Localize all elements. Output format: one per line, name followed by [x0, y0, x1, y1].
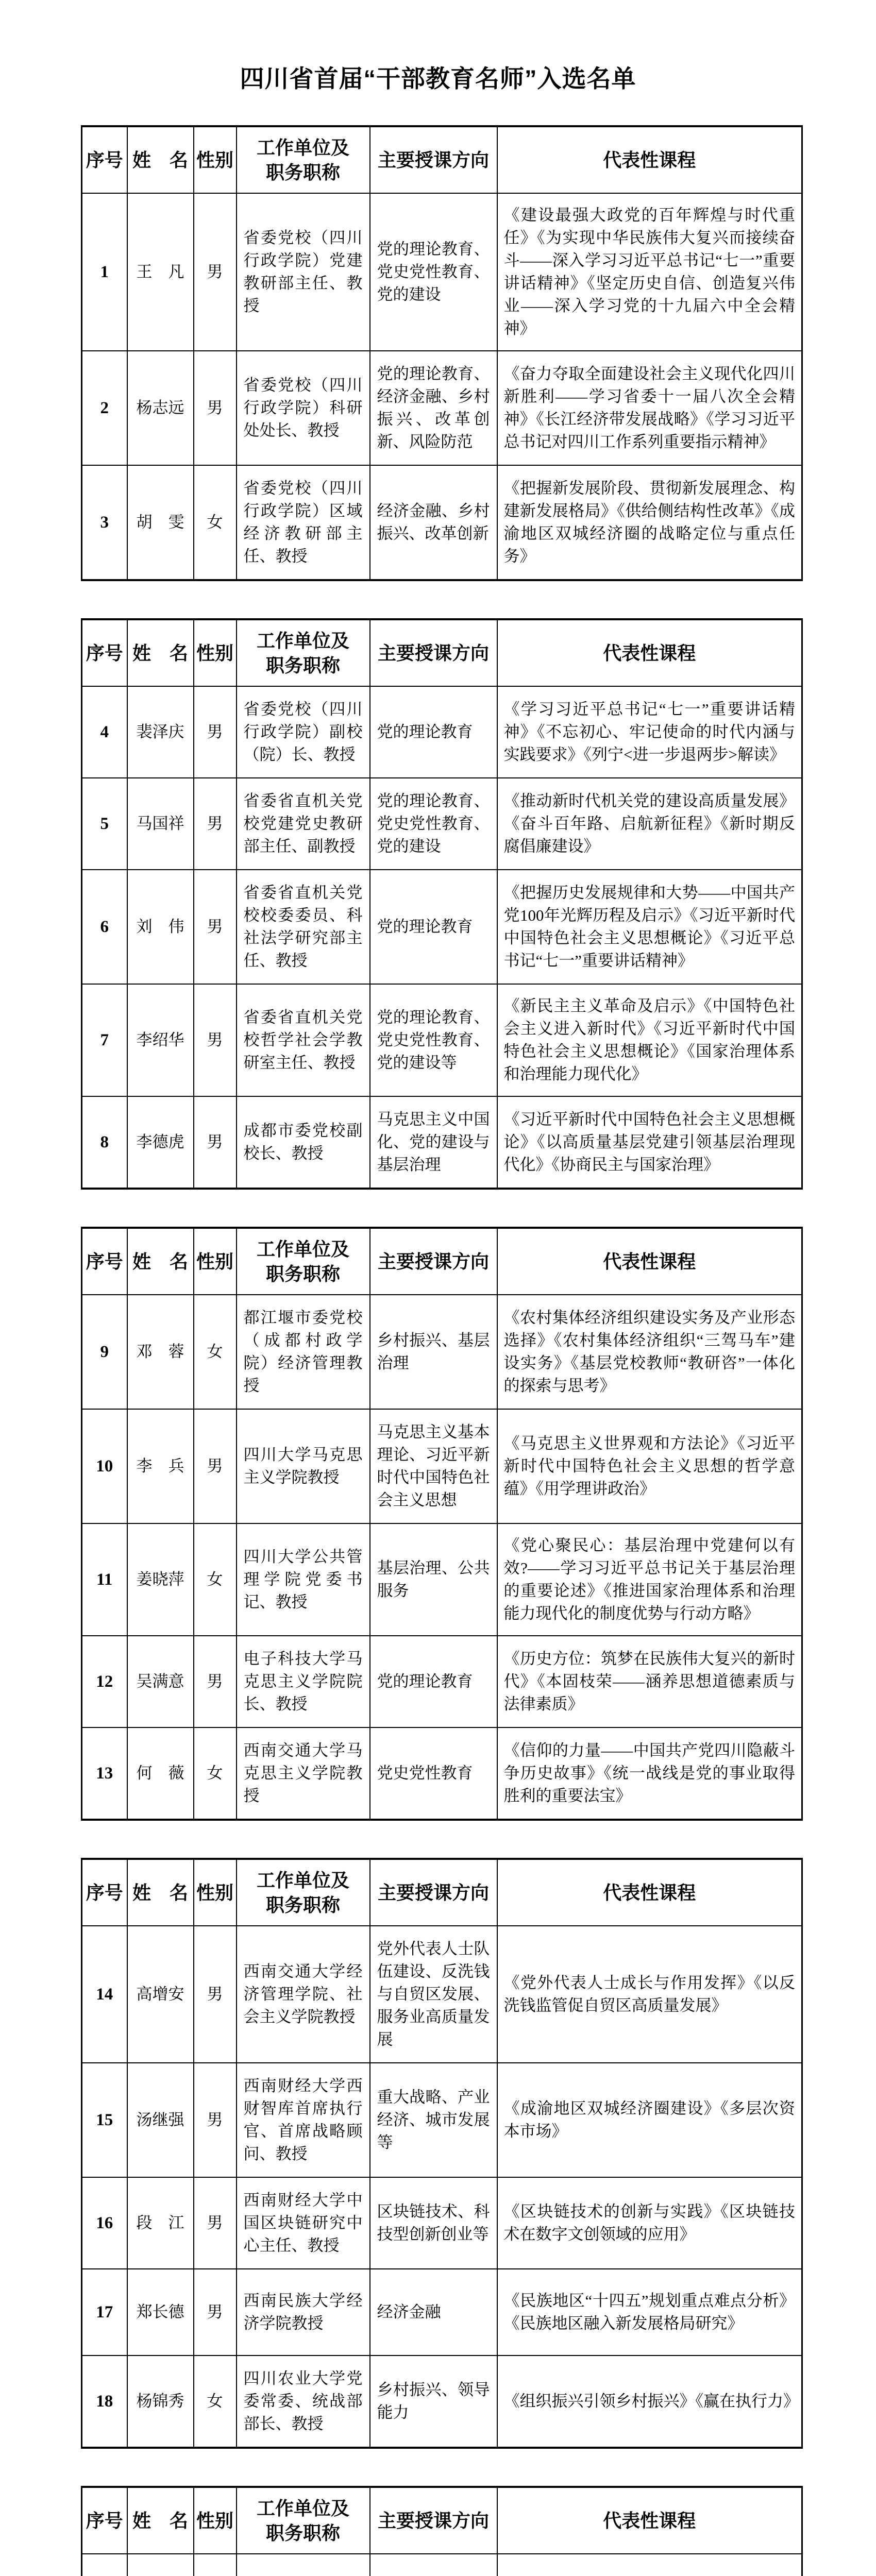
cell-direction: 经济金融 — [370, 2269, 497, 2355]
col-header-name: 姓 名 — [127, 1859, 194, 1926]
col-header-unit-line2: 职务职称 — [265, 2522, 340, 2544]
cell-no: 15 — [82, 2063, 127, 2177]
cell-direction: 党史党性教育 — [370, 1727, 497, 1820]
col-header-unit-line2: 职务职称 — [265, 1894, 340, 1916]
cell-unit: 省委省直机关党校校委委员、科社法学研究部主任、教授 — [237, 870, 370, 984]
cell-direction: 马克思主义中国化、党的建设与基层治理 — [370, 1096, 497, 1189]
teacher-row — [82, 1926, 802, 2063]
cell-courses: 《组织振兴引领乡村振兴》《赢在执行力》 — [497, 2355, 802, 2448]
cell-name: 李 兵 — [127, 1409, 194, 1523]
teacher-row — [82, 1523, 802, 1636]
cell-name: 高增安 — [127, 1926, 194, 2063]
col-header-unit — [237, 1859, 370, 1926]
roster-table — [81, 618, 803, 1190]
cell-gender: 男 — [194, 2269, 237, 2355]
header-row — [82, 1228, 802, 1295]
col-header-gender: 性别 — [194, 1228, 237, 1295]
cell-direction: 党的理论教育、党史党性教育、党的建设 — [370, 778, 497, 870]
cell-gender: 男 — [194, 351, 237, 465]
col-header-no: 序号 — [82, 1228, 127, 1295]
cell-courses: 《新民主主义革命及启示》《中国特色社会主义进入新时代》《习近平新时代中国特色社会主义思想概论》《国家治理体系和治理能力现代化》 — [497, 984, 802, 1096]
col-header-unit-line1: 工作单位及 — [256, 630, 349, 652]
cell-name: 王 凡 — [127, 193, 194, 351]
teacher-row — [82, 2063, 802, 2177]
col-header-direction: 主要授课方向 — [370, 1228, 497, 1295]
col-header-courses: 代表性课程 — [497, 619, 802, 686]
cell-unit: 四川大学公共管理学院党委书记、教授 — [237, 1523, 370, 1636]
cell-gender: 男 — [194, 778, 237, 870]
col-header-courses: 代表性课程 — [497, 1228, 802, 1295]
cell-name: 马国祥 — [127, 778, 194, 870]
roster-table — [81, 125, 803, 581]
cell-courses — [497, 2554, 802, 2576]
col-header-direction: 主要授课方向 — [370, 2487, 497, 2554]
cell-direction: 重大战略、产业经济、城市发展等 — [370, 2063, 497, 2177]
col-header-direction: 主要授课方向 — [370, 619, 497, 686]
cell-name: 段 江 — [127, 2177, 194, 2269]
col-header-unit-line1: 工作单位及 — [256, 1239, 349, 1260]
cell-no: 1 — [82, 193, 127, 351]
cell-courses: 《习近平新时代中国特色社会主义思想概论》《以高质量基层党建引领基层治理现代化》《协商民主与国家治理》 — [497, 1096, 802, 1189]
cell-unit: 西南交通大学马克思主义学院教授 — [237, 1727, 370, 1820]
cell-courses: 《区块链技术的创新与实践》《区块链技术在数字文创领域的应用》 — [497, 2177, 802, 2269]
cell-name — [127, 2554, 194, 2576]
cell-no: 3 — [82, 465, 127, 580]
cell-courses: 《推动新时代机关党的建设高质量发展》《奋斗百年路、启航新征程》《新时期反腐倡廉建设》 — [497, 778, 802, 870]
col-header-name: 姓 名 — [127, 2487, 194, 2554]
teacher-row — [82, 2269, 802, 2355]
cell-gender: 男 — [194, 2063, 237, 2177]
col-header-gender: 性别 — [194, 619, 237, 686]
col-header-courses: 代表性课程 — [497, 1859, 802, 1926]
cell-courses: 《马克思主义世界观和方法论》《习近平新时代中国特色社会主义思想的哲学意蕴》《用学理讲政治》 — [497, 1409, 802, 1523]
cell-direction: 乡村振兴、基层治理 — [370, 1295, 497, 1409]
tables-container — [0, 125, 876, 2576]
teacher-row — [82, 465, 802, 580]
col-header-gender: 性别 — [194, 126, 237, 193]
col-header-no: 序号 — [82, 1859, 127, 1926]
col-header-unit — [237, 126, 370, 193]
cell-gender: 男 — [194, 1409, 237, 1523]
col-header-unit — [237, 619, 370, 686]
cell-direction: 马克思主义基本理论、习近平新时代中国特色社会主义思想 — [370, 1409, 497, 1523]
teacher-row — [82, 1295, 802, 1409]
cell-unit: 四川大学马克思主义学院教授 — [237, 1409, 370, 1523]
teacher-row — [82, 2554, 802, 2576]
cell-courses: 《奋力夺取全面建设社会主义现代化四川新胜利——学习省委十一届八次全会精神》《长江经济带发展战略》《学习习近平总书记对四川工作系列重要指示精神》 — [497, 351, 802, 465]
cell-gender: 男 — [194, 2177, 237, 2269]
col-header-unit — [237, 2487, 370, 2554]
cell-name: 郑长德 — [127, 2269, 194, 2355]
cell-courses: 《党外代表人士成长与作用发挥》《以反洗钱监管促自贸区高质量发展》 — [497, 1926, 802, 2063]
cell-unit: 电子科技大学马克思主义学院院长、教授 — [237, 1636, 370, 1727]
cell-name: 胡 雯 — [127, 465, 194, 580]
cell-direction: 党外代表人士队伍建设、反洗钱与自贸区发展、服务业高质量发展 — [370, 1926, 497, 2063]
roster-table — [81, 2486, 803, 2576]
cell-unit: 西南交通大学经济管理学院、社会主义学院教授 — [237, 1926, 370, 2063]
header-row — [82, 1859, 802, 1926]
cell-direction: 区块链技术、科技型创新创业等 — [370, 2177, 497, 2269]
cell-gender: 女 — [194, 1727, 237, 1820]
col-header-direction: 主要授课方向 — [370, 1859, 497, 1926]
cell-name: 杨志远 — [127, 351, 194, 465]
cell-gender: 女 — [194, 2355, 237, 2448]
cell-unit: 西南财经大学西财智库首席执行官、首席战略顾问、教授 — [237, 2063, 370, 2177]
teacher-row — [82, 686, 802, 778]
cell-courses: 《把握历史发展规律和大势——中国共产党100年光辉历程及启示》《习近平新时代中国特色社会主义思想概论》《习近平总书记“七一”重要讲话精神》 — [497, 870, 802, 984]
cell-no — [82, 2554, 127, 2576]
cell-direction: 经济金融、乡村振兴、改革创新 — [370, 465, 497, 580]
cell-unit: 成都市委党校副校长、教授 — [237, 1096, 370, 1189]
col-header-name: 姓 名 — [127, 619, 194, 686]
teacher-row — [82, 2177, 802, 2269]
col-header-courses: 代表性课程 — [497, 126, 802, 193]
cell-direction: 党的理论教育、党史党性教育、党的建设 — [370, 193, 497, 351]
header-row — [82, 2487, 802, 2554]
cell-unit: 省委党校（四川行政学院）区域经济教研部主任、教授 — [237, 465, 370, 580]
cell-courses: 《历史方位：筑梦在民族伟大复兴的新时代》《本固枝荣——涵养思想道德素质与法律素质》 — [497, 1636, 802, 1727]
cell-gender: 男 — [194, 870, 237, 984]
teacher-row — [82, 1727, 802, 1820]
col-header-no: 序号 — [82, 619, 127, 686]
cell-gender: 男 — [194, 193, 237, 351]
col-header-name: 姓 名 — [127, 126, 194, 193]
teacher-row — [82, 778, 802, 870]
cell-courses: 《民族地区“十四五”规划重点难点分析》《民族地区融入新发展格局研究》 — [497, 2269, 802, 2355]
cell-no: 4 — [82, 686, 127, 778]
cell-gender: 男 — [194, 686, 237, 778]
cell-gender: 女 — [194, 1523, 237, 1636]
cell-name: 何 薇 — [127, 1727, 194, 1820]
cell-direction: 乡村振兴、领导能力 — [370, 2355, 497, 2448]
cell-no: 17 — [82, 2269, 127, 2355]
cell-gender — [194, 2554, 237, 2576]
col-header-gender: 性别 — [194, 2487, 237, 2554]
teacher-row — [82, 351, 802, 465]
cell-name: 姜晓萍 — [127, 1523, 194, 1636]
cell-name: 汤继强 — [127, 2063, 194, 2177]
teacher-row — [82, 2355, 802, 2448]
cell-no: 7 — [82, 984, 127, 1096]
col-header-name: 姓 名 — [127, 1228, 194, 1295]
cell-name: 李德虎 — [127, 1096, 194, 1189]
cell-no: 9 — [82, 1295, 127, 1409]
cell-courses: 《信仰的力量——中国共产党四川隐蔽斗争历史故事》《统一战线是党的事业取得胜利的重要法宝》 — [497, 1727, 802, 1820]
col-header-unit-line1: 工作单位及 — [256, 2498, 349, 2519]
cell-gender: 男 — [194, 1926, 237, 2063]
col-header-unit-line2: 职务职称 — [265, 1263, 340, 1284]
col-header-courses: 代表性课程 — [497, 2487, 802, 2554]
teacher-row — [82, 984, 802, 1096]
cell-unit: 省委省直机关党校党建党史教研部主任、副教授 — [237, 778, 370, 870]
col-header-unit-line1: 工作单位及 — [256, 137, 349, 158]
cell-direction: 基层治理、公共服务 — [370, 1523, 497, 1636]
cell-name: 裴泽庆 — [127, 686, 194, 778]
cell-courses: 《学习习近平总书记“七一”重要讲话精神》《不忘初心、牢记使命的时代内涵与实践要求》《列宁<进一步退两步>解读》 — [497, 686, 802, 778]
col-header-no: 序号 — [82, 2487, 127, 2554]
cell-gender: 男 — [194, 1636, 237, 1727]
col-header-unit-line2: 职务职称 — [265, 161, 340, 183]
cell-unit: 省委党校（四川行政学院）党建教研部主任、教授 — [237, 193, 370, 351]
cell-unit: 省委省直机关党校哲学社会学教研室主任、教授 — [237, 984, 370, 1096]
cell-gender: 女 — [194, 1295, 237, 1409]
teacher-row — [82, 870, 802, 984]
cell-gender: 女 — [194, 465, 237, 580]
cell-direction: 党的理论教育、党史党性教育、党的建设等 — [370, 984, 497, 1096]
header-row — [82, 126, 802, 193]
roster-table — [81, 1858, 803, 2449]
teacher-row — [82, 193, 802, 351]
cell-no: 18 — [82, 2355, 127, 2448]
roster-table — [81, 1227, 803, 1821]
cell-no: 14 — [82, 1926, 127, 2063]
col-header-no: 序号 — [82, 126, 127, 193]
cell-courses: 《把握新发展阶段、贯彻新发展理念、构建新发展格局》《供给侧结构性改革》《成渝地区双城经济圈的战略定位与重点任务》 — [497, 465, 802, 580]
cell-unit: 四川农业大学党委常委、统战部部长、教授 — [237, 2355, 370, 2448]
cell-courses: 《党心聚民心：基层治理中党建何以有效?——学习习近平总书记关于基层治理的重要论述》《推进国家治理体系和治理能力现代化的制度优势与行动方略》 — [497, 1523, 802, 1636]
col-header-unit-line2: 职务职称 — [265, 654, 340, 676]
col-header-direction: 主要授课方向 — [370, 126, 497, 193]
col-header-gender: 性别 — [194, 1859, 237, 1926]
cell-direction: 党的理论教育、经济金融、乡村振兴、改革创新、风险防范 — [370, 351, 497, 465]
cell-unit: 都江堰市委党校（成都村政学院）经济管理教授 — [237, 1295, 370, 1409]
cell-direction: 党的理论教育 — [370, 1636, 497, 1727]
cell-unit: 省委党校（四川行政学院）副校（院）长、教授 — [237, 686, 370, 778]
col-header-unit — [237, 1228, 370, 1295]
col-header-unit-line1: 工作单位及 — [256, 1870, 349, 1891]
cell-no: 10 — [82, 1409, 127, 1523]
cell-no: 16 — [82, 2177, 127, 2269]
cell-gender: 男 — [194, 984, 237, 1096]
cell-no: 12 — [82, 1636, 127, 1727]
cell-no: 11 — [82, 1523, 127, 1636]
cell-name: 李绍华 — [127, 984, 194, 1096]
teacher-row — [82, 1636, 802, 1727]
cell-name: 杨锦秀 — [127, 2355, 194, 2448]
cell-gender: 男 — [194, 1096, 237, 1189]
cell-no: 13 — [82, 1727, 127, 1820]
cell-direction: 党的理论教育 — [370, 686, 497, 778]
teacher-row — [82, 1096, 802, 1189]
cell-no: 6 — [82, 870, 127, 984]
cell-no: 2 — [82, 351, 127, 465]
cell-no: 8 — [82, 1096, 127, 1189]
cell-no: 5 — [82, 778, 127, 870]
cell-courses: 《农村集体经济组织建设实务及产业形态选择》《农村集体经济组织“三驾马车”建设实务》《基层党校教师“教研咨”一体化的探索与思考》 — [497, 1295, 802, 1409]
cell-courses: 《建设最强大政党的百年辉煌与时代重任》《为实现中华民族伟大复兴而接续奋斗——深入学习习近平总书记“七一”重要讲话精神》《坚定历史自信、创造复兴伟业——深入学习党的十九届六中全会精神》 — [497, 193, 802, 351]
cell-unit: 省委党校（四川行政学院）科研处处长、教授 — [237, 351, 370, 465]
cell-name: 邓 蓉 — [127, 1295, 194, 1409]
cell-courses: 《成渝地区双城经济圈建设》《多层次资本市场》 — [497, 2063, 802, 2177]
teacher-row — [82, 1409, 802, 1523]
cell-name: 刘 伟 — [127, 870, 194, 984]
cell-name: 吴满意 — [127, 1636, 194, 1727]
header-row — [82, 619, 802, 686]
cell-unit: 西南财经大学中国区块链研究中心主任、教授 — [237, 2177, 370, 2269]
cell-unit — [237, 2554, 370, 2576]
cell-unit: 西南民族大学经济学院教授 — [237, 2269, 370, 2355]
page-title: 四川省首届“干部教育名师”入选名单 — [240, 65, 636, 92]
cell-direction — [370, 2554, 497, 2576]
cell-direction: 党的理论教育 — [370, 870, 497, 984]
